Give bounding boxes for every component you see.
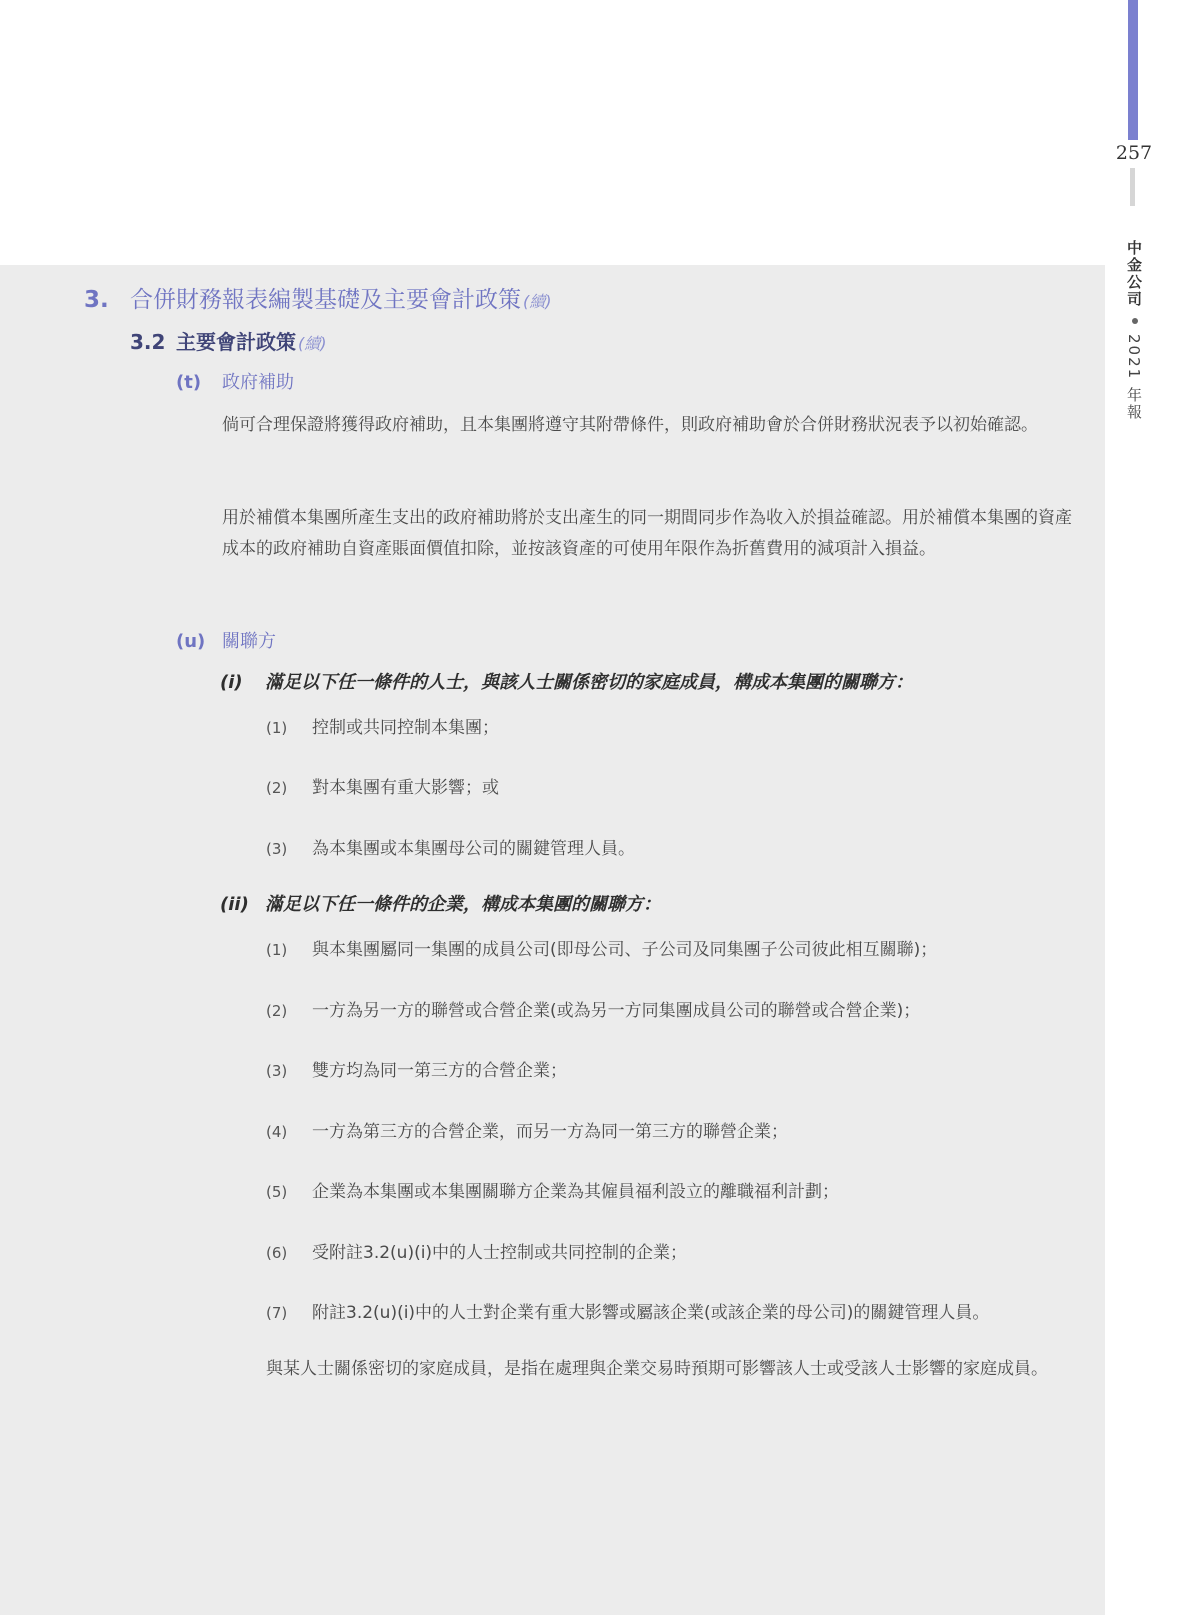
list-item <box>266 1298 989 1323</box>
subsection-heading <box>130 326 327 355</box>
item-number: (7) <box>266 1304 288 1322</box>
policy-letter: (u) <box>176 631 206 652</box>
item-number: (1) <box>266 719 288 737</box>
item-text: 控制或共同控制本集團； <box>312 718 499 738</box>
subsection-number: 3.2 <box>130 330 166 354</box>
roman-numeral: (i) <box>220 672 243 693</box>
page-number: 257 <box>1115 142 1153 164</box>
section-title: 合併財務報表編製基礎及主要會計政策 <box>130 287 521 313</box>
item-text: 受附註3.2(u)(i)中的人士控制或共同控制的企業； <box>312 1243 688 1263</box>
item-number: (2) <box>266 779 288 797</box>
item-number: (5) <box>266 1183 288 1201</box>
bullet-dot <box>1132 318 1138 324</box>
list-item <box>266 1177 839 1202</box>
item-text: 為本集團或本集團母公司的關鍵管理人員。 <box>312 839 635 859</box>
report-year: 2021 年報 <box>1125 334 1143 421</box>
item-text: 附註3.2(u)(i)中的人士對企業有重大影響或屬該企業(或該企業的母公司)的關鍵管理人員。 <box>312 1303 990 1323</box>
list-item <box>266 935 937 960</box>
paragraph: 倘可合理保證將獲得政府補助，且本集團將遵守其附帶條件，則政府補助會於合併財務狀況表予以初始確認。 <box>222 415 1038 435</box>
note-paragraph: 與某人士關係密切的家庭成員，是指在處理與企業交易時預期可影響該人士或受該人士影響的家庭成員。 <box>266 1359 1048 1379</box>
item-number: (3) <box>266 1062 288 1080</box>
policy-letter: (t) <box>176 372 202 393</box>
section-number: 3. <box>84 287 109 313</box>
list-item <box>266 773 499 798</box>
item-number: (6) <box>266 1244 288 1262</box>
roman-numeral: (ii) <box>220 894 249 915</box>
condition-text: 滿足以下任一條件的企業，構成本集團的關聯方： <box>265 894 661 915</box>
section-continued: (續) <box>523 292 552 311</box>
condition-heading-ii <box>220 890 661 916</box>
subsection-title: 主要會計政策 <box>176 330 296 354</box>
list-item <box>266 1117 788 1142</box>
item-text: 企業為本集團或本集團關聯方企業為其僱員福利設立的離職福利計劃； <box>312 1182 839 1202</box>
item-number: (4) <box>266 1123 288 1141</box>
policy-heading-u <box>176 627 276 653</box>
paragraph: 用於補償本集團所產生支出的政府補助將於支出產生的同一期間同步作為收入於損益確認。用於補償本集團的資產成本的政府補助自資產賬面價值扣除，並按該資產的可使用年限作為折舊費用的減項計入損益。 <box>222 508 1072 559</box>
list-item <box>266 713 499 738</box>
condition-text: 滿足以下任一條件的人士，與該人士關係密切的家庭成員，構成本集團的關聯方： <box>265 672 913 693</box>
running-footer <box>1124 240 1145 421</box>
item-text: 一方為另一方的聯營或合營企業(或為另一方同集團成員公司的聯營或合營企業)； <box>312 1001 921 1021</box>
item-number: (3) <box>266 840 288 858</box>
item-text: 一方為第三方的合營企業，而另一方為同一第三方的聯營企業； <box>312 1122 788 1142</box>
list-item <box>266 1056 567 1081</box>
divider-bar <box>1130 168 1135 206</box>
item-number: (1) <box>266 941 288 959</box>
company-name: 中金公司 <box>1125 240 1143 308</box>
list-item <box>266 1238 687 1263</box>
policy-title: 關聯方 <box>222 631 276 652</box>
item-text: 雙方均為同一第三方的合營企業； <box>312 1061 567 1081</box>
list-item <box>266 834 635 859</box>
subsection-continued: (續) <box>298 334 327 353</box>
policy-title: 政府補助 <box>222 372 294 393</box>
item-text: 與本集團屬同一集團的成員公司(即母公司、子公司及同集團子公司彼此相互關聯)； <box>312 940 938 960</box>
accent-bar <box>1128 0 1138 140</box>
list-item <box>266 996 920 1021</box>
policy-heading-t <box>176 368 294 394</box>
condition-heading-i <box>220 668 913 694</box>
item-number: (2) <box>266 1002 288 1020</box>
section-heading <box>84 281 552 314</box>
item-text: 對本集團有重大影響；或 <box>312 778 499 798</box>
